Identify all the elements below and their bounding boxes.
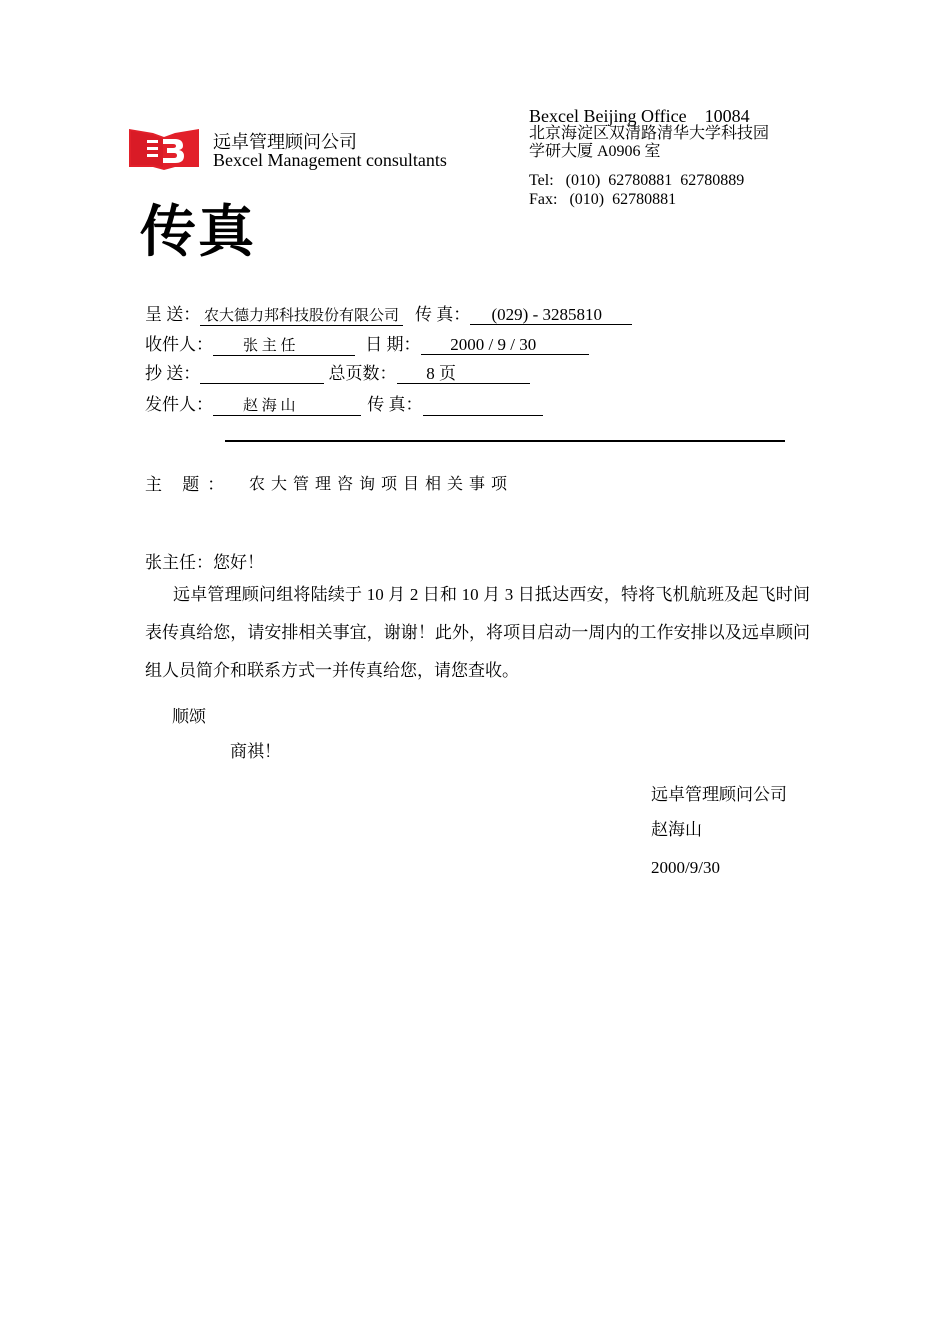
- office-tel: [529, 172, 744, 190]
- to-fax-value: (029) - 3285810: [470, 305, 632, 324]
- sender-label: 发件人：: [145, 395, 213, 414]
- signature-name: 赵海山: [651, 820, 702, 839]
- letter-greeting: 张主任：您好！: [145, 553, 264, 572]
- subject-value: 农大管理咨询项目相关事项: [249, 476, 514, 493]
- company-name-en: Bexcel Management consultants: [213, 150, 447, 170]
- cc-row: [145, 359, 530, 384]
- total-pages-value: 8 页: [397, 365, 530, 384]
- to-label: 呈 送：: [145, 305, 201, 324]
- office-address-line1: 北京海淀区双清路清华大学科技园: [529, 125, 770, 142]
- letter-closing-1: 顺颂: [172, 707, 206, 726]
- office-fax: [529, 191, 676, 209]
- office-zip: 10084: [704, 106, 750, 126]
- header-divider: [225, 440, 785, 442]
- total-pages-label: 总页数：: [328, 364, 397, 383]
- date-value: 2000 / 9 / 30: [421, 336, 589, 355]
- to-fax-label: 传 真：: [415, 305, 471, 324]
- letter-closing-2: 商祺！: [230, 742, 281, 761]
- page-title: 传真: [140, 200, 256, 265]
- letter-paragraph: 远卓管理顾问组将陆续于 10 月 2 日和 10 月 3 日抵达西安，特将飞机航班及起飞时间表传真给您，请安排相关事宜，谢谢！此外，将项目启动一周内的工作安排以及远卓顾问组人员简介和联系方式一并传真给您，请您查收。: [145, 585, 810, 680]
- cc-label: 抄 送：: [145, 364, 201, 383]
- bexcel-logo-icon: [127, 127, 201, 171]
- to-row: [145, 300, 632, 326]
- office-fax-text: Fax: (010) 62780881: [529, 191, 677, 208]
- date-label: 日 期：: [365, 335, 421, 354]
- sender-fax-label: 传 真：: [367, 395, 423, 414]
- office-tel-text: Tel: (010) 62780881 62780889: [529, 172, 745, 189]
- to-value: 农大德力邦科技股份有限公司: [200, 308, 403, 324]
- company-name-cn: 远卓管理顾问公司: [213, 132, 357, 153]
- signature-date: 2000/9/30: [651, 858, 720, 877]
- sender-row: [145, 390, 543, 416]
- subject-label: 主 题：: [145, 475, 233, 494]
- cc-value: [200, 365, 324, 384]
- office-name: Bexcel Beijing Office: [529, 106, 687, 126]
- sender-value: 赵 海 山: [213, 397, 361, 416]
- office-title: [529, 106, 750, 127]
- office-address-line2: 学研大厦 A0906 室: [529, 143, 661, 160]
- recipient-label: 收件人：: [145, 335, 213, 354]
- recipient-row: [145, 330, 589, 356]
- signature-company: 远卓管理顾问公司: [651, 785, 787, 804]
- recipient-value: 张 主 任: [213, 337, 355, 356]
- sender-fax-value: [423, 397, 543, 416]
